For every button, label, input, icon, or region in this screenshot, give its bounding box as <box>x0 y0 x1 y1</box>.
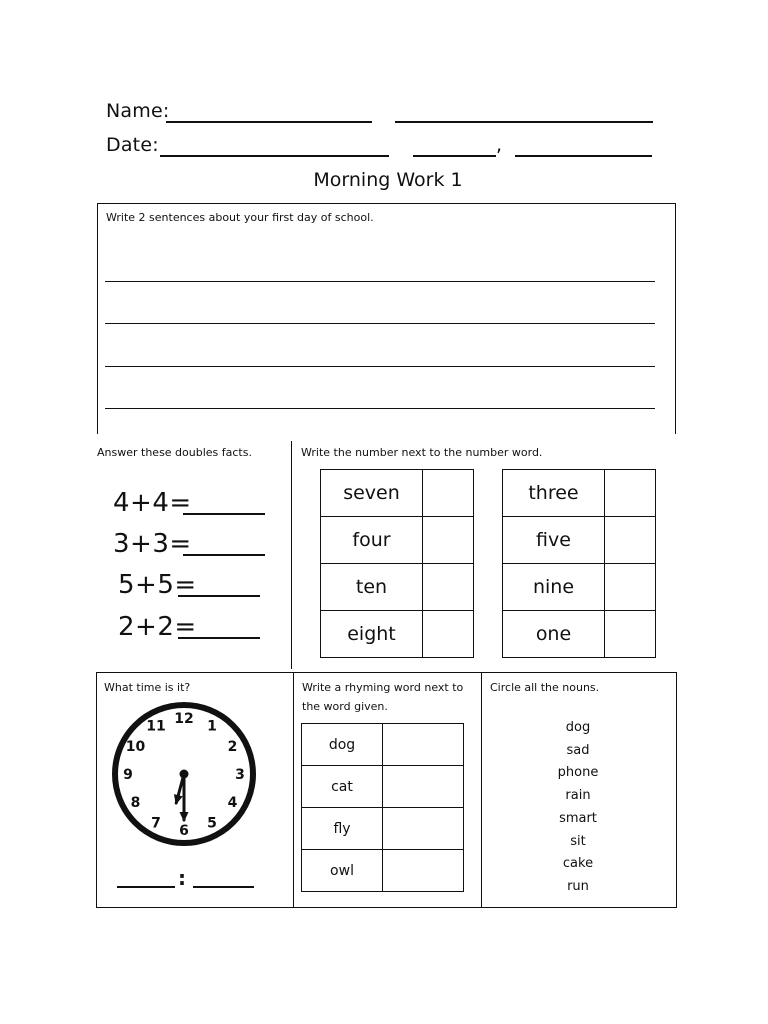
rhyme-answer-box[interactable] <box>383 850 464 892</box>
time-colon: : <box>178 866 186 890</box>
table-row <box>302 850 464 892</box>
writing-box <box>97 203 676 434</box>
number-answer-box[interactable] <box>423 564 474 611</box>
number-answer-box[interactable] <box>605 611 656 658</box>
table-row <box>321 564 474 611</box>
name-label: Name: <box>106 100 170 122</box>
table-row <box>302 724 464 766</box>
table-row <box>503 470 656 517</box>
doubles-fact-2: 3+3= <box>113 529 192 559</box>
number-answer-box[interactable] <box>605 517 656 564</box>
clock-number: 10 <box>125 739 146 755</box>
doubles-prompt: Answer these doubles facts. <box>97 446 252 459</box>
number-word: ten <box>321 564 423 611</box>
clock-number: 4 <box>227 795 238 811</box>
doubles-fact-3: 5+5= <box>118 570 197 600</box>
number-answer-box[interactable] <box>423 470 474 517</box>
table-row <box>302 808 464 850</box>
noun-word[interactable]: sad <box>566 742 590 758</box>
clock-number: 11 <box>146 718 166 735</box>
doubles-fact-4: 2+2= <box>118 612 197 642</box>
number-words-table-left <box>320 469 474 658</box>
rhyme-answer-box[interactable] <box>383 766 464 808</box>
number-word: one <box>503 611 605 658</box>
doubles-fact-1: 4+4= <box>113 488 192 518</box>
date-line-month-day[interactable] <box>160 155 389 157</box>
doubles-answer-line-2[interactable] <box>183 554 265 556</box>
doubles-answer-line-4[interactable] <box>178 637 260 639</box>
middle-divider <box>291 441 292 669</box>
noun-word[interactable]: dog <box>565 720 591 735</box>
writing-line-2[interactable] <box>105 323 655 324</box>
clock-number: 7 <box>151 815 161 832</box>
name-line-first[interactable] <box>166 121 372 123</box>
rhyme-prompt-line-2: the word given. <box>302 700 388 713</box>
bottom-divider-2 <box>481 672 482 908</box>
clock-number: 5 <box>207 815 217 832</box>
rhyme-word: dog <box>302 724 383 766</box>
table-row <box>302 766 464 808</box>
clock-center <box>180 770 189 779</box>
table-row <box>321 611 474 658</box>
number-word: nine <box>503 564 605 611</box>
table-row <box>503 517 656 564</box>
table-row <box>321 517 474 564</box>
number-answer-box[interactable] <box>423 611 474 658</box>
clock-number: 2 <box>227 739 238 755</box>
rhyme-answer-box[interactable] <box>383 808 464 850</box>
date-line-day[interactable] <box>413 155 496 157</box>
nouns-prompt: Circle all the nouns. <box>490 681 600 694</box>
noun-word[interactable]: sit <box>570 833 586 849</box>
table-row <box>503 611 656 658</box>
number-word: three <box>503 470 605 517</box>
writing-line-4[interactable] <box>105 408 655 409</box>
rhyme-word: fly <box>302 808 383 850</box>
nouns-list <box>528 717 628 899</box>
number-word: four <box>321 517 423 564</box>
doubles-answer-line-3[interactable] <box>178 595 260 597</box>
writing-prompt: Write 2 sentences about your first day of school. <box>106 211 374 224</box>
writing-line-1[interactable] <box>105 281 655 282</box>
rhyme-table <box>301 723 464 892</box>
rhyme-word: owl <box>302 850 383 892</box>
number-answer-box[interactable] <box>423 517 474 564</box>
noun-word[interactable]: rain <box>565 788 591 804</box>
rhyme-answer-box[interactable] <box>383 724 464 766</box>
writing-line-3[interactable] <box>105 366 655 367</box>
noun-word[interactable]: cake <box>562 856 594 872</box>
number-words-prompt: Write the number next to the number word. <box>301 446 543 459</box>
doubles-answer-line-1[interactable] <box>183 513 265 515</box>
number-word: eight <box>321 611 423 658</box>
number-answer-box[interactable] <box>605 470 656 517</box>
table-row <box>321 470 474 517</box>
date-label: Date: <box>106 134 159 156</box>
number-answer-box[interactable] <box>605 564 656 611</box>
number-words-table-right <box>502 469 656 658</box>
bottom-divider-1 <box>293 672 294 908</box>
noun-word[interactable]: phone <box>557 765 599 781</box>
clock-number: 3 <box>235 767 245 783</box>
page-title: Morning Work 1 <box>313 169 463 191</box>
time-prompt: What time is it? <box>104 681 191 694</box>
date-comma: , <box>496 134 503 156</box>
table-row <box>503 564 656 611</box>
rhyme-word: cat <box>302 766 383 808</box>
clock-number: 1 <box>207 718 217 735</box>
name-line-last[interactable] <box>395 121 653 123</box>
noun-word[interactable]: run <box>567 878 589 894</box>
number-word: seven <box>321 470 423 517</box>
clock-number: 9 <box>123 767 133 783</box>
rhyme-prompt-line-1: Write a rhyming word next to <box>302 681 464 694</box>
time-minute-line[interactable] <box>193 886 254 888</box>
clock-number: 8 <box>130 795 141 811</box>
time-hour-line[interactable] <box>117 886 175 888</box>
noun-word[interactable]: smart <box>559 810 597 826</box>
analog-clock <box>109 699 259 849</box>
clock-number: 12 <box>174 711 194 727</box>
number-word: five <box>503 517 605 564</box>
date-line-year[interactable] <box>515 155 652 157</box>
clock-number: 6 <box>179 823 189 839</box>
